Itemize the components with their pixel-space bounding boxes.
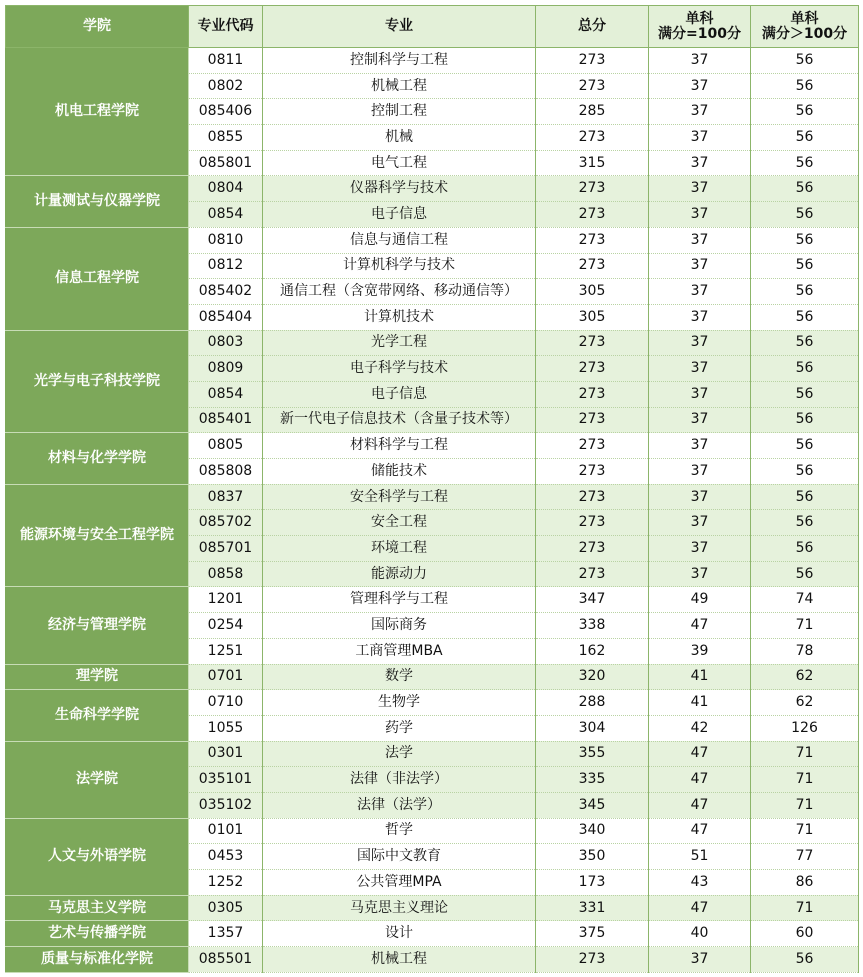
total-cell: 345 [536,792,649,818]
table-row [6,176,859,202]
total-cell: 273 [536,73,649,99]
table-row [6,48,859,74]
single-gt100-cell: 71 [751,792,859,818]
code-cell: 0301 [189,741,263,767]
total-cell: 315 [536,150,649,176]
single-gt100-cell: 56 [751,947,859,973]
single-100-cell: 41 [649,664,751,690]
code-cell: 0858 [189,561,263,587]
college-cell: 光学与电子科技学院 [6,330,189,433]
code-cell: 0812 [189,253,263,279]
single-gt100-cell: 71 [751,767,859,793]
single-100-cell: 47 [649,818,751,844]
single-gt100-cell: 56 [751,227,859,253]
single-100-cell: 37 [649,484,751,510]
single-gt100-cell: 62 [751,690,859,716]
college-cell: 生命科学学院 [6,690,189,741]
college-cell: 信息工程学院 [6,227,189,330]
table-row [6,433,859,459]
single-100-cell: 37 [649,304,751,330]
single-gt100-cell: 62 [751,664,859,690]
score-table [5,5,859,973]
code-cell: 085501 [189,947,263,973]
major-cell: 储能技术 [263,459,536,485]
single-gt100-cell: 71 [751,895,859,921]
single-gt100-cell: 56 [751,433,859,459]
single-gt100-cell: 71 [751,613,859,639]
single-gt100-cell: 56 [751,253,859,279]
single-100-cell: 47 [649,767,751,793]
code-cell: 0305 [189,895,263,921]
total-cell: 162 [536,638,649,664]
major-cell: 计算机科学与技术 [263,253,536,279]
table-row [6,587,859,613]
table-row [6,330,859,356]
single-100-cell: 42 [649,715,751,741]
major-cell: 材料科学与工程 [263,433,536,459]
single-100-cell: 37 [649,150,751,176]
code-cell: 0855 [189,125,263,151]
code-cell: 085801 [189,150,263,176]
major-cell: 公共管理MPA [263,870,536,896]
single-gt100-cell: 56 [751,279,859,305]
single-100-cell: 37 [649,330,751,356]
major-cell: 法律（法学） [263,792,536,818]
total-cell: 355 [536,741,649,767]
single-gt100-cell: 56 [751,304,859,330]
major-cell: 法学 [263,741,536,767]
single-100-cell: 39 [649,638,751,664]
major-cell: 国际商务 [263,613,536,639]
table-row [6,895,859,921]
major-cell: 机械工程 [263,947,536,973]
single-100-cell: 37 [649,176,751,202]
total-cell: 273 [536,947,649,973]
college-cell: 法学院 [6,741,189,818]
code-cell: 0802 [189,73,263,99]
single-100-cell: 37 [649,381,751,407]
total-cell: 335 [536,767,649,793]
major-cell: 数学 [263,664,536,690]
single-100-cell: 37 [649,73,751,99]
code-cell: 0254 [189,613,263,639]
table-row [6,921,859,947]
single-gt100-cell: 56 [751,73,859,99]
single-gt100-cell: 56 [751,381,859,407]
code-cell: 0805 [189,433,263,459]
total-cell: 340 [536,818,649,844]
single-100-cell: 37 [649,433,751,459]
total-cell: 350 [536,844,649,870]
total-cell: 288 [536,690,649,716]
major-cell: 安全工程 [263,510,536,536]
header-single-gt100: 单科 满分＞100分 [751,6,859,48]
major-cell: 电子科学与技术 [263,356,536,382]
single-gt100-cell: 56 [751,356,859,382]
college-cell: 材料与化学学院 [6,433,189,484]
header-row [6,6,859,48]
total-cell: 273 [536,356,649,382]
college-cell: 马克思主义学院 [6,895,189,921]
major-cell: 控制工程 [263,99,536,125]
single-100-cell: 47 [649,613,751,639]
single-gt100-cell: 56 [751,330,859,356]
total-cell: 273 [536,202,649,228]
table-row [6,227,859,253]
major-cell: 生物学 [263,690,536,716]
code-cell: 0804 [189,176,263,202]
single-100-cell: 37 [649,407,751,433]
header-single-100: 单科 满分=100分 [649,6,751,48]
total-cell: 305 [536,279,649,305]
total-cell: 338 [536,613,649,639]
total-cell: 273 [536,484,649,510]
single-gt100-cell: 74 [751,587,859,613]
code-cell: 085702 [189,510,263,536]
single-100-cell: 37 [649,356,751,382]
code-cell: 035101 [189,767,263,793]
single-100-cell: 51 [649,844,751,870]
major-cell: 电子信息 [263,202,536,228]
major-cell: 光学工程 [263,330,536,356]
total-cell: 273 [536,330,649,356]
code-cell: 0453 [189,844,263,870]
major-cell: 机械 [263,125,536,151]
total-cell: 173 [536,870,649,896]
single-gt100-cell: 56 [751,459,859,485]
college-cell: 艺术与传播学院 [6,921,189,947]
single-100-cell: 37 [649,947,751,973]
code-cell: 1055 [189,715,263,741]
major-cell: 环境工程 [263,536,536,562]
code-cell: 1252 [189,870,263,896]
code-cell: 1251 [189,638,263,664]
single-gt100-cell: 56 [751,99,859,125]
single-100-cell: 37 [649,99,751,125]
single-100-cell: 47 [649,895,751,921]
major-cell: 电气工程 [263,150,536,176]
total-cell: 305 [536,304,649,330]
table-row [6,664,859,690]
code-cell: 085402 [189,279,263,305]
code-cell: 0701 [189,664,263,690]
header-major: 专业 [263,6,536,48]
single-100-cell: 43 [649,870,751,896]
code-cell: 035102 [189,792,263,818]
major-cell: 电子信息 [263,381,536,407]
single-100-cell: 47 [649,792,751,818]
code-cell: 1201 [189,587,263,613]
single-gt100-cell: 56 [751,150,859,176]
single-100-cell: 37 [649,459,751,485]
total-cell: 273 [536,48,649,74]
code-cell: 0854 [189,381,263,407]
single-gt100-cell: 56 [751,176,859,202]
code-cell: 0837 [189,484,263,510]
code-cell: 0810 [189,227,263,253]
major-cell: 哲学 [263,818,536,844]
major-cell: 通信工程（含宽带网络、移动通信等） [263,279,536,305]
code-cell: 085401 [189,407,263,433]
single-100-cell: 41 [649,690,751,716]
single-100-cell: 40 [649,921,751,947]
total-cell: 375 [536,921,649,947]
single-gt100-cell: 56 [751,125,859,151]
college-cell: 质量与标准化学院 [6,947,189,973]
table-row [6,741,859,767]
total-cell: 273 [536,227,649,253]
college-cell: 人文与外语学院 [6,818,189,895]
single-gt100-cell: 56 [751,202,859,228]
single-100-cell: 37 [649,279,751,305]
college-cell: 能源环境与安全工程学院 [6,484,189,587]
table-row [6,818,859,844]
college-cell: 计量测试与仪器学院 [6,176,189,227]
major-cell: 药学 [263,715,536,741]
code-cell: 0101 [189,818,263,844]
total-cell: 273 [536,433,649,459]
single-100-cell: 37 [649,536,751,562]
single-100-cell: 37 [649,48,751,74]
header-total: 总分 [536,6,649,48]
single-gt100-cell: 56 [751,48,859,74]
major-cell: 国际中文教育 [263,844,536,870]
single-gt100-cell: 126 [751,715,859,741]
table-row [6,690,859,716]
single-100-cell: 37 [649,227,751,253]
college-cell: 经济与管理学院 [6,587,189,664]
single-100-cell: 37 [649,202,751,228]
code-cell: 0710 [189,690,263,716]
major-cell: 机械工程 [263,73,536,99]
major-cell: 安全科学与工程 [263,484,536,510]
table-row [6,484,859,510]
code-cell: 085404 [189,304,263,330]
major-cell: 控制科学与工程 [263,48,536,74]
total-cell: 273 [536,253,649,279]
major-cell: 马克思主义理论 [263,895,536,921]
total-cell: 320 [536,664,649,690]
total-cell: 273 [536,536,649,562]
total-cell: 285 [536,99,649,125]
major-cell: 计算机技术 [263,304,536,330]
single-gt100-cell: 86 [751,870,859,896]
single-100-cell: 37 [649,125,751,151]
total-cell: 273 [536,381,649,407]
total-cell: 304 [536,715,649,741]
code-cell: 085808 [189,459,263,485]
total-cell: 273 [536,459,649,485]
college-cell: 理学院 [6,664,189,690]
code-cell: 1357 [189,921,263,947]
code-cell: 0803 [189,330,263,356]
code-cell: 085406 [189,99,263,125]
single-gt100-cell: 78 [751,638,859,664]
code-cell: 085701 [189,536,263,562]
total-cell: 273 [536,561,649,587]
total-cell: 273 [536,176,649,202]
single-gt100-cell: 56 [751,484,859,510]
code-cell: 0809 [189,356,263,382]
major-cell: 管理科学与工程 [263,587,536,613]
single-gt100-cell: 56 [751,561,859,587]
header-college: 学院 [6,6,189,48]
single-gt100-cell: 56 [751,510,859,536]
major-cell: 法律（非法学） [263,767,536,793]
code-cell: 0854 [189,202,263,228]
single-gt100-cell: 71 [751,818,859,844]
total-cell: 331 [536,895,649,921]
single-100-cell: 37 [649,253,751,279]
major-cell: 仪器科学与技术 [263,176,536,202]
single-gt100-cell: 71 [751,741,859,767]
single-gt100-cell: 56 [751,536,859,562]
single-100-cell: 37 [649,561,751,587]
single-gt100-cell: 56 [751,407,859,433]
single-100-cell: 37 [649,510,751,536]
single-100-cell: 49 [649,587,751,613]
major-cell: 能源动力 [263,561,536,587]
total-cell: 347 [536,587,649,613]
table-row [6,947,859,973]
total-cell: 273 [536,407,649,433]
major-cell: 信息与通信工程 [263,227,536,253]
major-cell: 工商管理MBA [263,638,536,664]
college-cell: 机电工程学院 [6,48,189,176]
header-code: 专业代码 [189,6,263,48]
code-cell: 0811 [189,48,263,74]
total-cell: 273 [536,125,649,151]
single-gt100-cell: 60 [751,921,859,947]
major-cell: 设计 [263,921,536,947]
single-100-cell: 47 [649,741,751,767]
major-cell: 新一代电子信息技术（含量子技术等） [263,407,536,433]
single-gt100-cell: 77 [751,844,859,870]
total-cell: 273 [536,510,649,536]
